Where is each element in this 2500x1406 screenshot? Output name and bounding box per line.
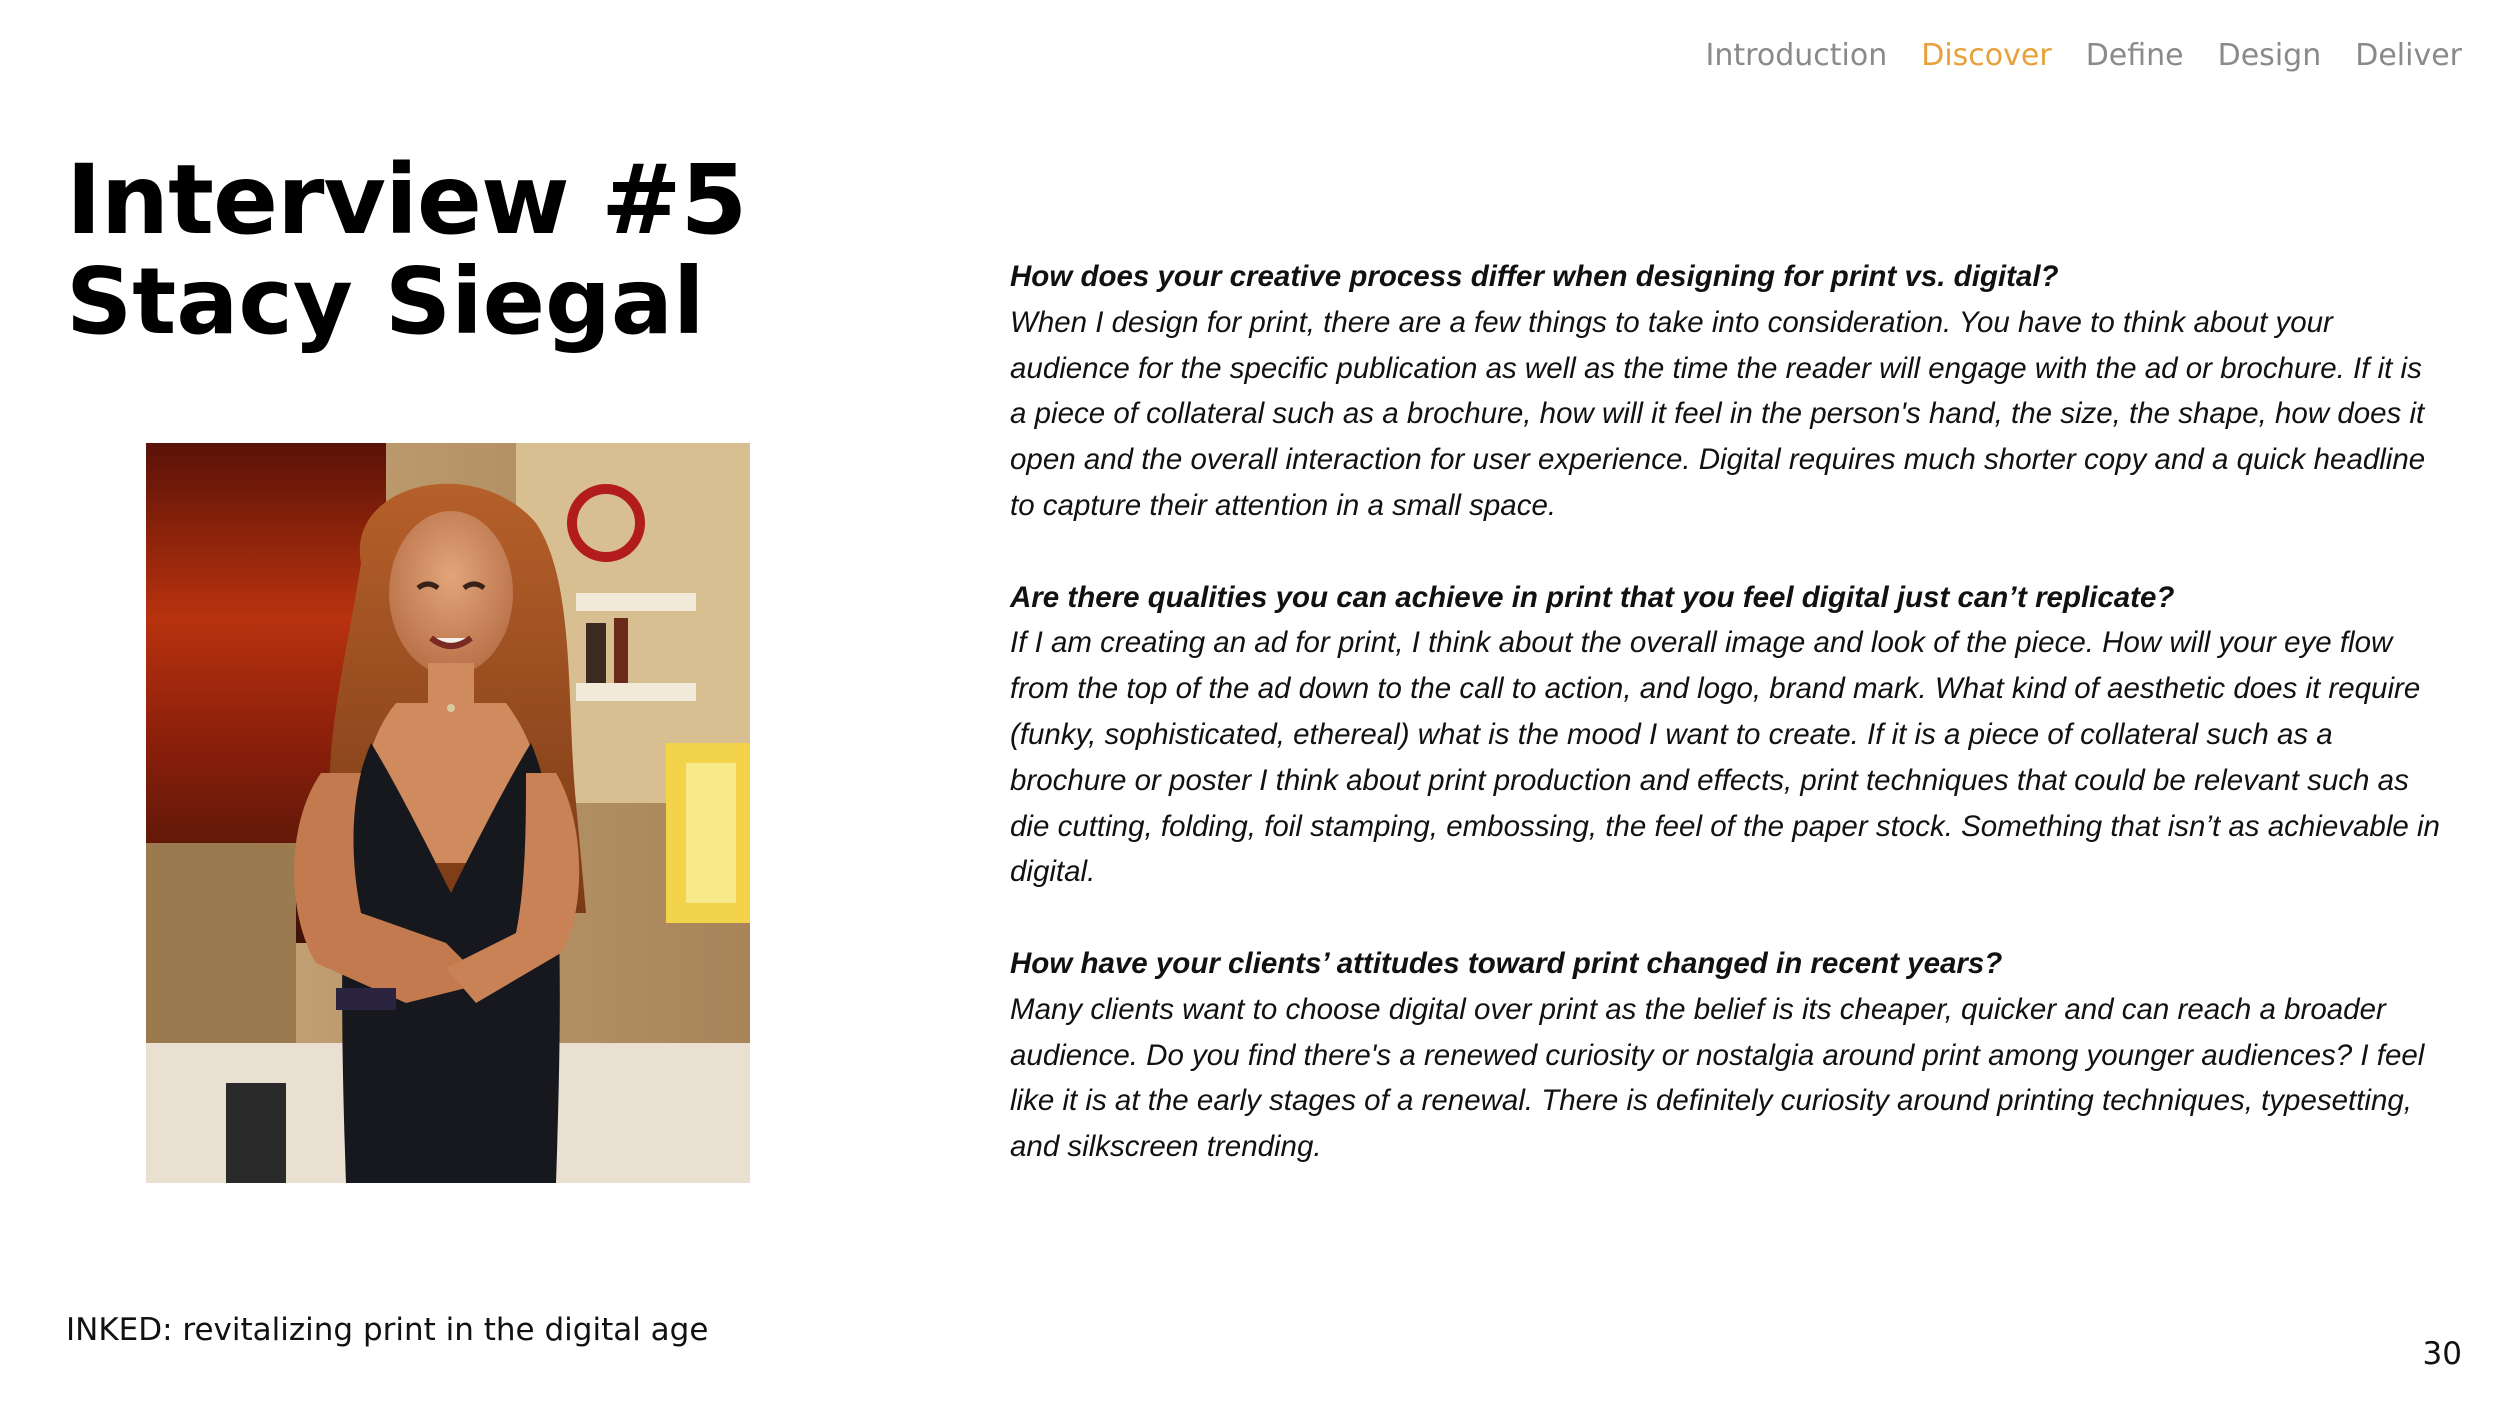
page-number: 30 — [2422, 1336, 2462, 1372]
qa-item — [1010, 941, 2440, 1170]
nav-item-introduction[interactable]: Introduction — [1705, 38, 1888, 73]
qa-item — [1010, 254, 2440, 529]
nav-item-define[interactable]: Define — [2085, 38, 2184, 73]
section-nav — [1706, 38, 2462, 73]
interview-question: Are there qualities you can achieve in print that you feel digital just can’t replicate? — [1010, 580, 2175, 614]
nav-item-deliver[interactable]: Deliver — [2355, 38, 2462, 73]
page-title: Interview #5 — [66, 144, 747, 256]
interviewee-photo — [146, 443, 750, 1183]
document-footer-title: INKED: revitalizing print in the digital age — [66, 1312, 709, 1348]
interview-answer: When I design for print, there are a few things to take into consideration. You have to think about your audience for the specific publication as well as the time the reader will engage with the ad or brochure. If it is a piece of collateral such as a brochure, how will it feel in the person's hand, the size, the shape, how does it open and the overall interaction for user experience. Digital requires much shorter copy and a quick headline to capture their attention in a small space. — [1010, 305, 2426, 522]
nav-item-discover[interactable]: Discover — [1921, 38, 2052, 73]
interview-answer: Many clients want to choose digital over print as the belief is its cheaper, quicker and can reach a broader audience. Do you find there's a renewed curiosity or nostalgia around print among younger audiences? I feel like it is at the early stages of a renewal. There is definitely curiosity around printing techniques, typesetting, and silkscreen trending. — [1010, 992, 2425, 1164]
interview-question: How does your creative process differ when designing for print vs. digital? — [1010, 260, 2059, 293]
qa-item — [1010, 575, 2440, 896]
interview-answer: If I am creating an ad for print, I think about the overall image and look of the piece. How will your eye flow from the top of the ad down to the call to action, and logo, brand mark. What kind of aesthetic does it require (funky, sophisticated, ethereal) what is the mood I want to create. If it is a piece of collateral such as a brochure or poster I think about print production and effects, print techniques that could be relevant such as die cutting, folding, foil stamping, embossing, the feel of the paper stock. Something that isn’t as achievable in digital. — [1010, 626, 2440, 889]
interview-question: How have your clients’ attitudes toward print changed in recent years? — [1010, 946, 2003, 980]
nav-item-design[interactable]: Design — [2217, 38, 2322, 73]
interviewee-name: Stacy Siegal — [66, 248, 705, 355]
interview-transcript — [1010, 254, 2440, 1216]
title-block — [66, 144, 747, 355]
